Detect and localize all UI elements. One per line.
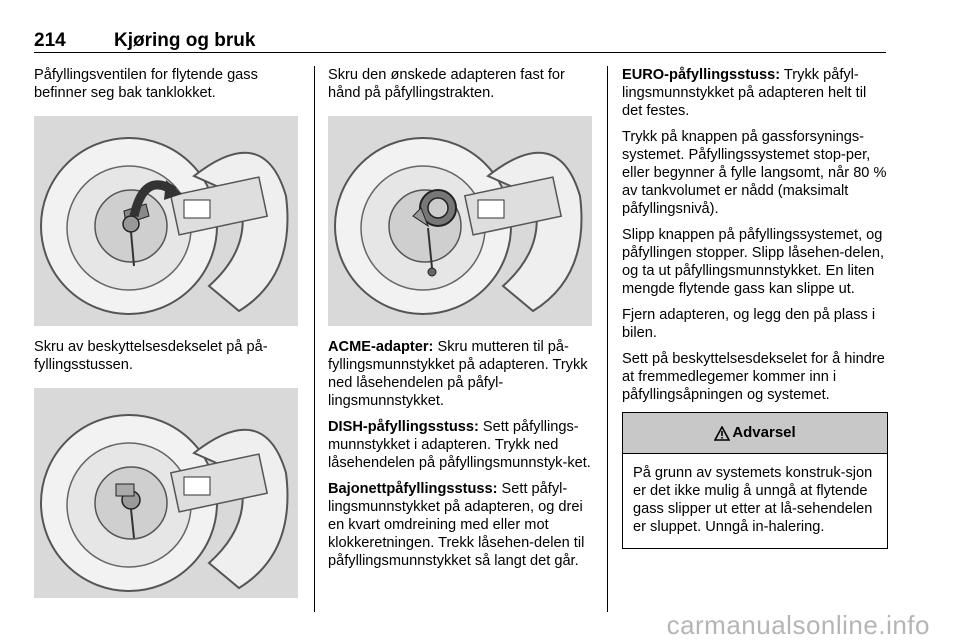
bajonett-paragraph (328, 480, 592, 570)
dish-paragraph (328, 418, 592, 472)
column-1 (34, 66, 298, 598)
column-divider (314, 66, 315, 612)
bajonett-text: Sett påfyl-lingsmunnstykket på adapteren, og drei en kvart omdreining med eller mot klokkeretningen. Trekk låsehen-delen til påfyllingsmunnstykket så langt det går. (328, 481, 585, 569)
paragraph: Slipp knappen på påfyllingssystemet, og påfyllingen stopper. Slipp låsehen-delen, og ta ut påfyllingsmunnstykket. En liten mengde flytende gass kan slippe ut. (622, 227, 885, 297)
paragraph: Fjern adapteren, og legg den på plass i bilen. (622, 307, 876, 341)
paragraph: Skru av beskyttelsesdekselet på på-fyllingsstussen. (34, 339, 268, 373)
column-2 (328, 66, 592, 578)
dish-text: Sett påfyllings-munnstykket i adapteren. Trykk ned låsehendelen på påfyllingsmunnstyk-ket. (328, 419, 591, 471)
watermark: carmanualsonline.info (666, 610, 930, 640)
page-header (34, 28, 886, 53)
warning-body: På grunn av systemets konstruk-sjon er det ikke mulig å unngå at flytende gass slipper ut etter at lå-sehendelen er sluppet. Unngå in-halering. (633, 465, 873, 535)
protective-cap-illustration (34, 388, 298, 598)
warning-box (622, 412, 888, 549)
warning-title: Advarsel (732, 424, 796, 441)
column-divider (607, 66, 608, 612)
column-3 (622, 66, 888, 549)
bajonett-label: Bajonettpåfyllingsstuss: (328, 481, 498, 497)
acme-paragraph (328, 338, 592, 410)
warning-header (623, 413, 887, 454)
chapter-title: Kjøring og bruk (114, 30, 256, 51)
paragraph: Påfyllingsventilen for flytende gass befinner seg bak tanklokket. (34, 67, 258, 101)
acme-label: ACME-adapter: (328, 339, 434, 355)
acme-text: Skru mutteren til på-fyllingsmunnstykket på adapteren. Trykk ned låsehendelen på påfyl-lingsmunnstykket. (328, 339, 588, 409)
fuel-flap-illustration (34, 116, 298, 326)
figure-adapter (328, 116, 592, 326)
paragraph: Trykk på knappen på gassforsynings-systemet. Påfyllingssystemet stop-per, eller begynner å fylle langsomt, når 80 % av tankvolumet er nådd (maksimalt påfyllingsnivå). (622, 129, 887, 217)
page-number: 214 (34, 30, 66, 51)
warning-triangle-icon (714, 426, 730, 441)
euro-label: EURO-påfyllingsstuss: (622, 67, 781, 83)
dish-label: DISH-påfyllingsstuss: (328, 419, 479, 435)
paragraph: Sett på beskyttelsesdekselet for å hindre at fremmedlegemer kommer inn i påfyllingsåpningen og systemet. (622, 351, 885, 403)
figure-fuel-flap-arrow (34, 116, 298, 326)
euro-text: Trykk påfyl-lingsmunnstykket på adapteren helt til det festes. (622, 67, 867, 119)
figure-protective-cap (34, 388, 298, 598)
adapter-illustration (328, 116, 592, 326)
euro-paragraph (622, 66, 888, 120)
paragraph: Skru den ønskede adapteren fast for hånd på påfyllingstrakten. (328, 67, 565, 101)
